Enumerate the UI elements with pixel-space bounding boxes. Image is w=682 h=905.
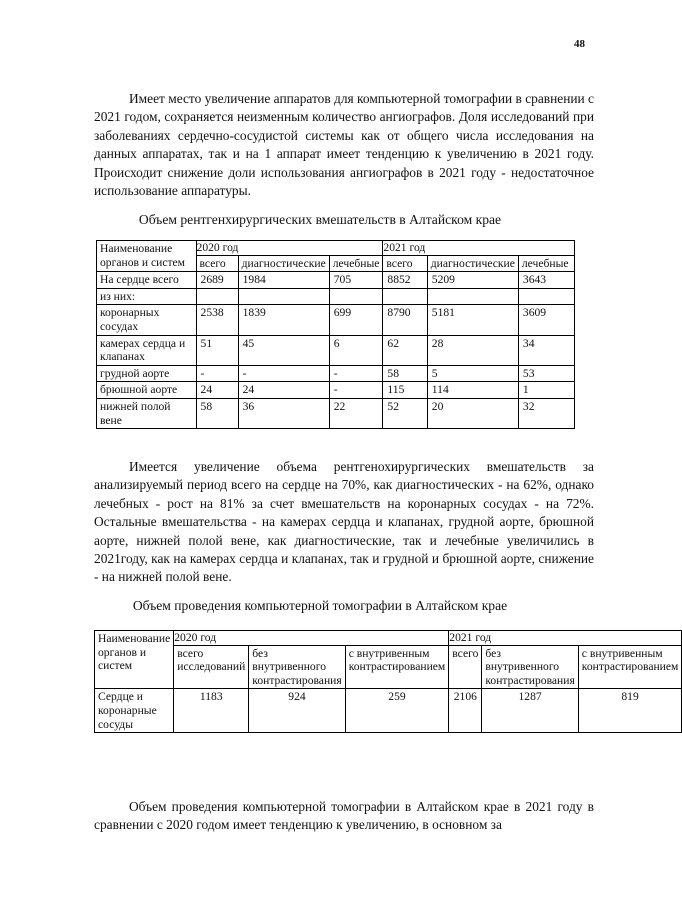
no-contrast-2021-header: без внутривенного контрастирования bbox=[482, 645, 578, 689]
total-2020-header: всего bbox=[196, 255, 238, 272]
table2-caption: Объем проведения компьютерной томографии в Алтайском крае bbox=[132, 598, 508, 613]
table-cell: 52 bbox=[383, 398, 427, 428]
row-label: коронарных сосудах bbox=[97, 305, 197, 335]
table-cell: 1 bbox=[518, 382, 574, 399]
total-2020-header: всего исследований bbox=[174, 645, 249, 689]
table1-caption: Объем рентгенхирургических вмешательств в Алтайском крае bbox=[138, 212, 502, 227]
table-row bbox=[97, 398, 575, 428]
table-cell: 5 bbox=[427, 365, 518, 382]
table-cell bbox=[427, 288, 518, 305]
table-cell: - bbox=[196, 365, 238, 382]
table-cell: 1839 bbox=[238, 305, 329, 335]
table-cell: 22 bbox=[329, 398, 383, 428]
table-cell: 8852 bbox=[383, 272, 427, 289]
table-row bbox=[97, 335, 575, 365]
middle-paragraph: Имеется увеличение объема рентгенохирургических вмешательств за анализируемый период всего на сердце на 70%, как диагностических - на 62%, однако лечебных - рост на 81% за счет вмешательств на коронарных сосудах - на 72%. Остальные вмешательства - на камерах сердца и клапанах, грудной аорте, брюшной аорте, нижней полой вене, как диагностические, так и лечебные увеличились в 2021году, как на камерах сердца и клапанах, так и грудной и брюшной аорте, снижение - на нижней полой вене. bbox=[94, 459, 594, 585]
table-cell: 699 bbox=[329, 305, 383, 335]
table-cell: 3609 bbox=[518, 305, 574, 335]
contrast-2020-header: с внутривенным контрастированием bbox=[345, 645, 449, 689]
table-cell: 28 bbox=[427, 335, 518, 365]
treatment-2021-header: лечебные bbox=[518, 255, 574, 272]
table-row bbox=[97, 272, 575, 289]
total-2021-header: всего bbox=[383, 255, 427, 272]
table-cell bbox=[518, 288, 574, 305]
table-cell: 1287 bbox=[482, 689, 578, 733]
table-cell: 53 bbox=[518, 365, 574, 382]
diagnostic-2020-header: диагностические bbox=[238, 255, 329, 272]
row-label: брюшной аорте bbox=[97, 382, 197, 399]
year-2020-header: 2020 год bbox=[196, 241, 383, 256]
table-cell: 114 bbox=[427, 382, 518, 399]
row-label: Сердце и коронарные сосуды bbox=[95, 689, 174, 733]
row-label: камерах сердца и клапанах bbox=[97, 335, 197, 365]
table-cell bbox=[196, 288, 238, 305]
table-cell: 2538 bbox=[196, 305, 238, 335]
page-number: 48 bbox=[574, 38, 585, 50]
table-cell: 62 bbox=[383, 335, 427, 365]
table-cell: - bbox=[329, 365, 383, 382]
table-cell bbox=[383, 288, 427, 305]
table-cell: 6 bbox=[329, 335, 383, 365]
row-label: На сердце всего bbox=[97, 272, 197, 289]
table-row bbox=[95, 689, 682, 733]
table-cell: 819 bbox=[578, 689, 682, 733]
table-cell: - bbox=[238, 365, 329, 382]
no-contrast-2020-header: без внутривенного контрастирования bbox=[249, 645, 345, 689]
table-cell: 5181 bbox=[427, 305, 518, 335]
row-label: из них: bbox=[97, 288, 197, 305]
table-cell bbox=[238, 288, 329, 305]
table-cell: 24 bbox=[196, 382, 238, 399]
table-cell: 1984 bbox=[238, 272, 329, 289]
year-2020-header: 2020 год bbox=[174, 631, 449, 646]
table-cell: 58 bbox=[196, 398, 238, 428]
ct-volume-table bbox=[94, 630, 682, 733]
treatment-2020-header: лечебные bbox=[329, 255, 383, 272]
table-cell: 51 bbox=[196, 335, 238, 365]
table-cell: 34 bbox=[518, 335, 574, 365]
table-cell: 45 bbox=[238, 335, 329, 365]
table-cell: 20 bbox=[427, 398, 518, 428]
organ-column-header: Наименование органов и систем bbox=[95, 631, 174, 689]
table-cell: 2689 bbox=[196, 272, 238, 289]
table-cell: 259 bbox=[345, 689, 449, 733]
table-row bbox=[97, 365, 575, 382]
table-cell: 3643 bbox=[518, 272, 574, 289]
table-cell: 24 bbox=[238, 382, 329, 399]
row-label: нижней полой вене bbox=[97, 398, 197, 428]
xray-surgery-table bbox=[96, 240, 575, 429]
year-2021-header: 2021 год bbox=[449, 631, 682, 646]
total-2021-header: всего bbox=[449, 645, 482, 689]
intro-paragraph: Имеет место увеличение аппаратов для компьютерной томографии в сравнении с 2021 годом, сохраняется неизменным количество ангиографов. Доля исследований при заболеваниях сердечно-сосудистой системы как от общего числа исследования на данных аппаратах, так и на 1 аппарат имеет тенденцию к увеличению в 2021 году. Происходит снижение доли использования ангиографов в 2021 году - недостаточное использование аппаратуры. bbox=[94, 91, 595, 199]
table-cell: 8790 bbox=[383, 305, 427, 335]
table-row bbox=[97, 305, 575, 335]
table-cell: 115 bbox=[383, 382, 427, 399]
table-cell: 1183 bbox=[174, 689, 249, 733]
table-cell: 705 bbox=[329, 272, 383, 289]
table-cell: 36 bbox=[238, 398, 329, 428]
table-cell: - bbox=[329, 382, 383, 399]
final-paragraph: Объем проведения компьютерной томографии в Алтайском крае в 2021 году в сравнении с 2020 годом имеет тенденцию к увеличению, в основном за bbox=[94, 799, 594, 833]
table-row bbox=[97, 288, 575, 305]
table-cell: 924 bbox=[249, 689, 345, 733]
contrast-2021-header: с внутривенным контрастированием bbox=[578, 645, 682, 689]
table-cell: 58 bbox=[383, 365, 427, 382]
table-cell: 5209 bbox=[427, 272, 518, 289]
table-cell bbox=[329, 288, 383, 305]
organ-column-header: Наименование органов и систем bbox=[97, 241, 197, 272]
year-2021-header: 2021 год bbox=[383, 241, 575, 256]
table-cell: 32 bbox=[518, 398, 574, 428]
table-row bbox=[97, 382, 575, 399]
diagnostic-2021-header: диагностические bbox=[427, 255, 518, 272]
table-cell: 2106 bbox=[449, 689, 482, 733]
row-label: грудной аорте bbox=[97, 365, 197, 382]
